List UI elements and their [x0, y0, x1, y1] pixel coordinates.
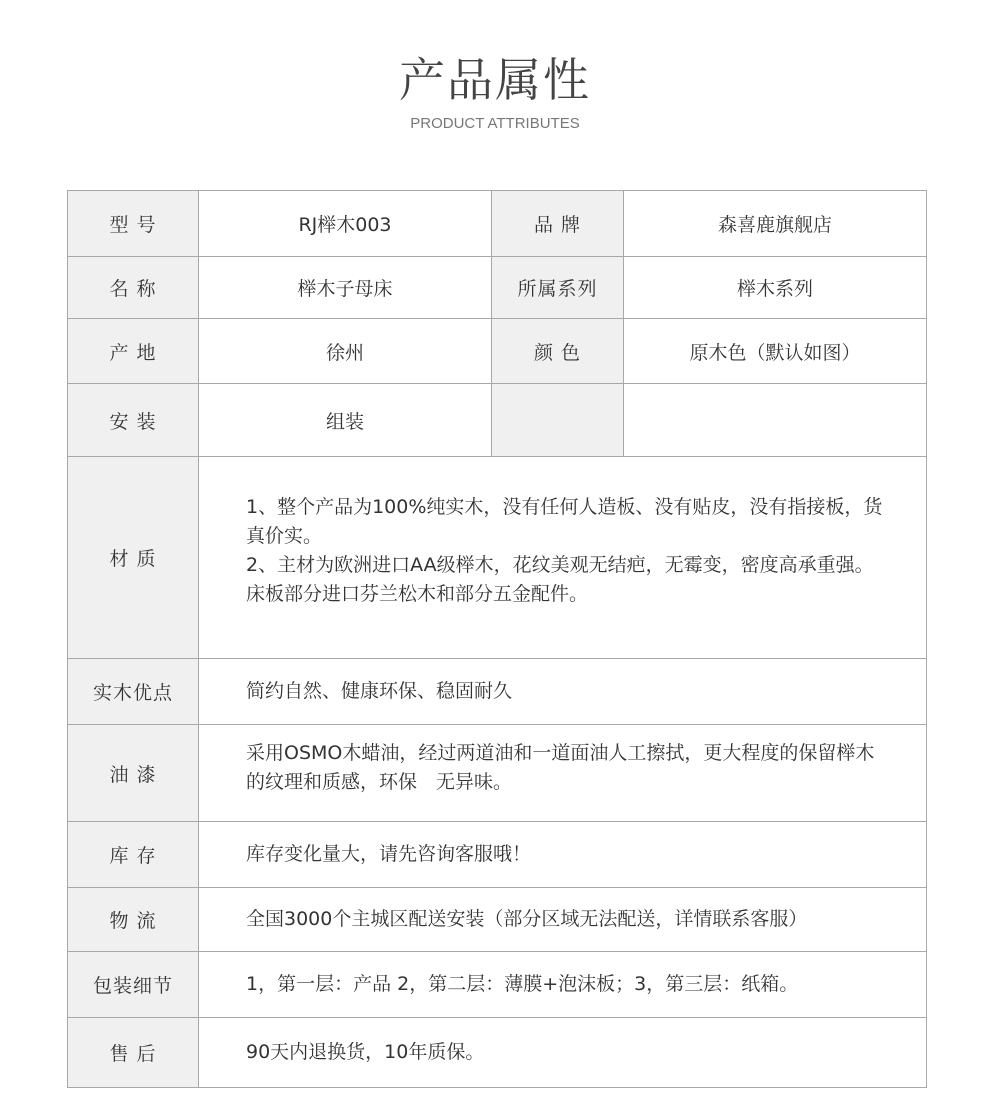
attr-label-series: 所属系列 — [492, 257, 624, 319]
detail-label-aftersale: 售 后 — [68, 1018, 199, 1088]
detail-label-paint: 油 漆 — [68, 725, 199, 822]
table-row — [68, 319, 927, 384]
attr-value-series: 榉木系列 — [624, 257, 927, 319]
detail-value-logistics: 全国3000个主城区配送安装（部分区域无法配送，详情联系客服） — [199, 888, 927, 952]
attr-value-name: 榉木子母床 — [199, 257, 492, 319]
table-row — [68, 822, 927, 888]
attr-label-install: 安 装 — [68, 384, 199, 457]
detail-label-packaging: 包装细节 — [68, 952, 199, 1018]
material-line-2: 2、主材为欧洲进口AA级榉木，花纹美观无结疤，无霉变，密度高承重强。床板部分进口芬兰松木和部分五金配件。 — [246, 553, 874, 605]
attr-label-color: 颜 色 — [492, 319, 624, 384]
detail-label-logistics: 物 流 — [68, 888, 199, 952]
table-row — [68, 725, 927, 822]
table-row — [68, 1018, 927, 1088]
detail-value-advantage: 简约自然、健康环保、稳固耐久 — [199, 659, 927, 725]
attr-value-install: 组装 — [199, 384, 492, 457]
attr-label-model: 型 号 — [68, 191, 199, 257]
attr-value-empty — [624, 384, 927, 457]
attr-label-origin: 产 地 — [68, 319, 199, 384]
attr-label-brand: 品 牌 — [492, 191, 624, 257]
detail-value-stock: 库存变化量大，请先咨询客服哦！ — [199, 822, 927, 888]
attr-value-brand: 森喜鹿旗舰店 — [624, 191, 927, 257]
attributes-table — [67, 190, 927, 1088]
detail-label-stock: 库 存 — [68, 822, 199, 888]
page-title: 产品属性 — [399, 53, 591, 107]
table-row — [68, 888, 927, 952]
table-row — [68, 952, 927, 1018]
attr-value-model: RJ榉木003 — [199, 191, 492, 257]
table-row — [68, 384, 927, 457]
attr-label-name: 名 称 — [68, 257, 199, 319]
material-line-1: 1、整个产品为100%纯实木，没有任何人造板、没有贴皮，没有指接板，货真价实。 — [246, 495, 883, 547]
detail-value-packaging: 1，第一层：产品 2，第二层：薄膜+泡沫板；3，第三层：纸箱。 — [199, 952, 927, 1018]
detail-value-aftersale: 90天内退换货，10年质保。 — [199, 1018, 927, 1088]
table-row — [68, 257, 927, 319]
detail-value-paint: 采用OSMO木蜡油，经过两道油和一道面油人工擦拭，更大程度的保留榉木的纹理和质感，环保 无异味。 — [199, 725, 927, 822]
detail-label-material: 材 质 — [68, 457, 199, 659]
table-row — [68, 457, 927, 659]
detail-label-advantage: 实木优点 — [68, 659, 199, 725]
attr-value-origin: 徐州 — [199, 319, 492, 384]
table-row — [68, 191, 927, 257]
detail-value-material — [199, 457, 927, 659]
attr-label-empty — [492, 384, 624, 457]
attr-value-color: 原木色（默认如图） — [624, 319, 927, 384]
page-subtitle: PRODUCT ATTRIBUTES — [410, 115, 580, 132]
table-row — [68, 659, 927, 725]
